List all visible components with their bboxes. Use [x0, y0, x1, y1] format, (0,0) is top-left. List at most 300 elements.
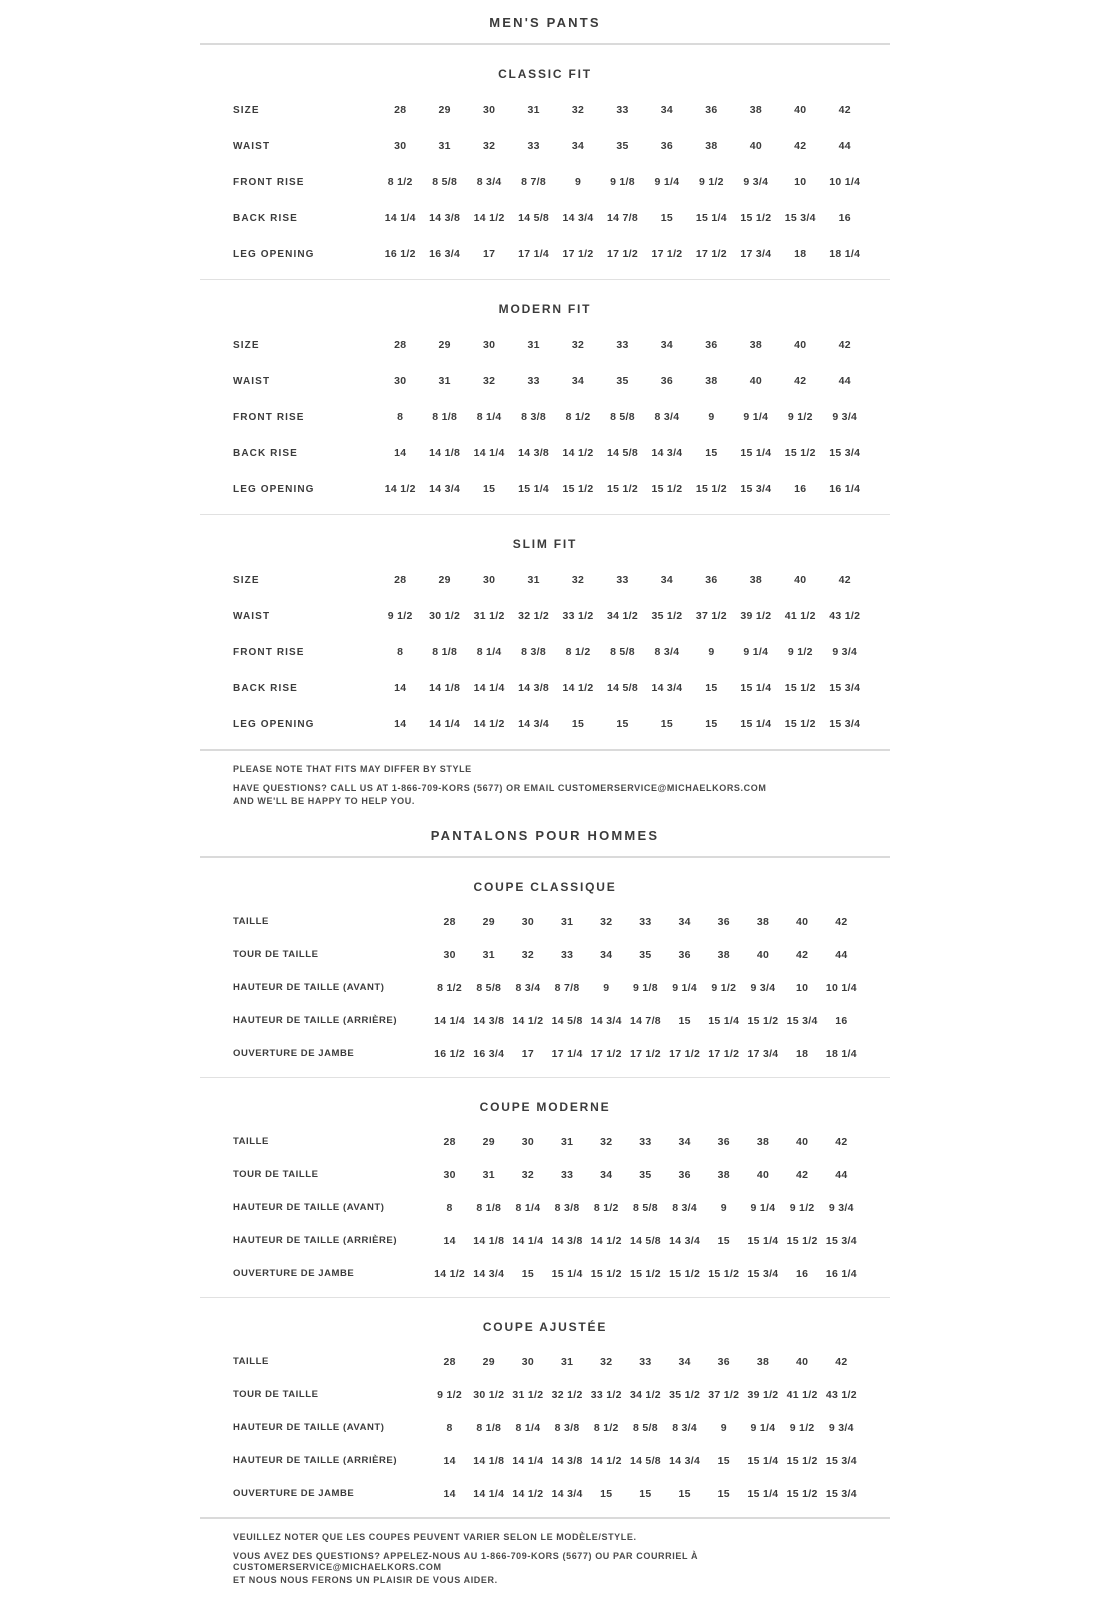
contact-note-fr-line-2: ET NOUS NOUS FERONS UN PLAISIR DE VOUS AIDER. [233, 1575, 498, 1585]
cell-value: 28 [394, 339, 407, 351]
cell-value: 17 1/4 [551, 1047, 583, 1060]
cell-value: 16 1/4 [825, 1267, 857, 1280]
cell-value: 9 1/4 [654, 176, 680, 188]
cell-value: 15 [660, 718, 674, 730]
cell-value: 8 3/4 [654, 646, 680, 658]
table-row [200, 1125, 861, 1158]
cell-value: 8 1/2 [593, 1201, 619, 1214]
fit-section [200, 1297, 890, 1517]
cell-value: 9 3/4 [832, 646, 858, 658]
table-row [200, 1158, 861, 1191]
cell-value: 17 1/2 [590, 1047, 622, 1060]
cell-value: 33 [527, 375, 540, 387]
table-row [200, 92, 867, 128]
cell-value: 33 [639, 915, 652, 928]
cell-value: 15 3/4 [825, 1487, 857, 1500]
cell-value: 18 1/4 [829, 248, 861, 260]
cell-value: 32 1/2 [518, 610, 550, 622]
cell-value: 39 1/2 [747, 1388, 779, 1401]
cell-value: 17 3/4 [740, 248, 772, 260]
cell-value: 8 1/4 [515, 1201, 541, 1214]
cell-value: 30 [482, 104, 496, 116]
cell-value: 8 3/8 [554, 1201, 580, 1214]
cell-value: 38 [717, 1168, 730, 1181]
cell-value: 41 1/2 [784, 610, 816, 622]
cell-value: 15 1/2 [590, 1267, 622, 1280]
cell-value: 30 [443, 948, 456, 961]
cell-value: 9 3/4 [828, 1201, 854, 1214]
cell-value: 28 [443, 1355, 456, 1368]
cell-value: 15 1/4 [740, 447, 772, 459]
cell-value: 9 1/4 [743, 646, 769, 658]
cell-value: 9 [708, 411, 715, 423]
cell-value: 8 1/2 [387, 176, 413, 188]
cell-value: 14 1/4 [512, 1454, 544, 1467]
cell-value: 9 1/2 [437, 1388, 463, 1401]
cell-value: 14 3/4 [651, 682, 683, 694]
cell-value: 14 3/8 [429, 212, 461, 224]
cell-value: 38 [749, 574, 762, 586]
row-label: OUVERTURE DE JAMBE [233, 1488, 355, 1499]
size-table [200, 1125, 861, 1290]
cell-value: 14 5/8 [518, 212, 550, 224]
cell-value: 32 [600, 1135, 613, 1148]
cell-value: 33 1/2 [590, 1388, 622, 1401]
cell-value: 14 5/8 [606, 447, 638, 459]
cell-value: 32 [482, 140, 496, 152]
cell-value: 8 1/2 [593, 1421, 619, 1434]
size-table [200, 562, 867, 742]
cell-value: 14 7/8 [606, 212, 638, 224]
row-label: TAILLE [233, 1136, 269, 1147]
cell-value: 40 [794, 574, 807, 586]
cell-value: 40 [749, 375, 762, 387]
cell-value: 38 [717, 948, 730, 961]
cell-value: 9 1/4 [750, 1421, 776, 1434]
cell-value: 34 [660, 104, 674, 116]
cell-value: 9 1/4 [750, 1201, 776, 1214]
cell-value: 34 [678, 1355, 691, 1368]
cell-value: 17 [521, 1047, 535, 1060]
cell-value: 36 [705, 574, 718, 586]
cell-value: 14 3/4 [562, 212, 594, 224]
row-label: FRONT RISE [233, 411, 305, 423]
cell-value: 10 1/4 [825, 981, 857, 994]
table-row [200, 562, 867, 598]
cell-value: 34 [660, 339, 674, 351]
fit-title: COUPE CLASSIQUE [473, 880, 617, 894]
cell-value: 9 3/4 [750, 981, 776, 994]
cell-value: 8 [397, 411, 404, 423]
cell-value: 10 [795, 981, 809, 994]
cell-value: 14 5/8 [551, 1014, 583, 1027]
cell-value: 8 1/8 [432, 646, 458, 658]
cell-value: 32 [571, 339, 585, 351]
table-row [200, 905, 861, 938]
size-table [200, 905, 861, 1070]
cell-value: 34 [678, 1135, 691, 1148]
row-label: SIZE [233, 104, 260, 116]
cell-value: 40 [795, 1135, 809, 1148]
cell-value: 42 [835, 1135, 848, 1148]
cell-value: 29 [438, 104, 451, 116]
cell-value: 14 1/8 [429, 682, 461, 694]
cell-value: 16 3/4 [429, 248, 461, 260]
cell-value: 10 [794, 176, 807, 188]
cell-value: 9 1/2 [789, 1421, 815, 1434]
fit-title: MODERN FIT [498, 302, 592, 316]
cell-value: 9 1/2 [789, 1201, 815, 1214]
cell-value: 14 [394, 682, 407, 694]
cell-value: 38 [749, 339, 762, 351]
cell-value: 8 3/4 [654, 411, 680, 423]
cell-value: 15 1/2 [786, 1234, 818, 1247]
cell-value: 28 [394, 104, 407, 116]
cell-value: 14 1/2 [434, 1267, 466, 1280]
table-row [200, 399, 867, 435]
cell-value: 15 1/2 [651, 483, 683, 495]
cell-value: 15 [521, 1267, 535, 1280]
cell-value: 40 [756, 948, 770, 961]
cell-value: 8 1/4 [515, 1421, 541, 1434]
cell-value: 31 [560, 915, 574, 928]
cell-value: 15 [600, 1487, 613, 1500]
table-row [200, 200, 867, 236]
cell-value: 29 [482, 1355, 495, 1368]
table-row [200, 1004, 861, 1037]
cell-value: 31 [482, 948, 495, 961]
table-row [200, 1378, 861, 1411]
cell-value: 40 [749, 140, 762, 152]
cell-value: 9 [720, 1421, 727, 1434]
cell-value: 34 [600, 1168, 613, 1181]
table-row [200, 1444, 861, 1477]
cell-value: 32 [600, 915, 613, 928]
cell-value: 30 [443, 1168, 456, 1181]
table-row [200, 971, 861, 1004]
fit-disclaimer-note-fr: VEUILLEZ NOTER QUE LES COUPES PEUVENT VARIER SELON LE MODÈLE/STYLE. [233, 1532, 637, 1542]
cell-value: 33 [639, 1135, 652, 1148]
cell-value: 15 [678, 1487, 691, 1500]
cell-value: 35 1/2 [651, 610, 683, 622]
english-notes [200, 751, 890, 813]
size-guide-page [200, 0, 890, 1618]
cell-value: 15 [705, 447, 718, 459]
cell-value: 15 [571, 718, 585, 730]
table-row [200, 670, 867, 706]
cell-value: 36 [705, 104, 718, 116]
cell-value: 15 3/4 [825, 1454, 857, 1467]
row-label: BACK RISE [233, 682, 298, 694]
cell-value: 14 1/4 [473, 682, 505, 694]
cell-value: 15 1/2 [786, 1454, 818, 1467]
cell-value: 16 [838, 212, 851, 224]
cell-value: 15 3/4 [829, 447, 861, 459]
cell-value: 34 [571, 140, 585, 152]
cell-value: 42 [838, 574, 851, 586]
cell-value: 8 3/8 [554, 1421, 580, 1434]
cell-value: 17 1/2 [669, 1047, 701, 1060]
row-label: TOUR DE TAILLE [233, 1169, 319, 1180]
cell-value: 15 3/4 [825, 1234, 857, 1247]
cell-value: 15 [616, 718, 629, 730]
cell-value: 9 3/4 [828, 1421, 854, 1434]
table-row [200, 471, 867, 507]
cell-value: 14 3/4 [518, 718, 550, 730]
cell-value: 8 5/8 [432, 176, 458, 188]
cell-value: 42 [838, 339, 851, 351]
cell-value: 14 5/8 [629, 1454, 661, 1467]
cell-value: 14 1/2 [512, 1014, 544, 1027]
cell-value: 15 3/4 [747, 1267, 779, 1280]
cell-value: 36 [705, 339, 718, 351]
cell-value: 14 3/8 [518, 447, 550, 459]
cell-value: 31 1/2 [512, 1388, 544, 1401]
row-label: SIZE [233, 339, 260, 351]
cell-value: 14 1/2 [590, 1234, 622, 1247]
cell-value: 32 [600, 1355, 613, 1368]
cell-value: 30 [482, 339, 496, 351]
size-table [200, 1345, 861, 1510]
cell-value: 9 1/4 [672, 981, 698, 994]
page-title-french: PANTALONS POUR HOMMES [430, 828, 660, 843]
cell-value: 8 1/2 [565, 646, 591, 658]
cell-value: 9 3/4 [743, 176, 769, 188]
cell-value: 30 [394, 375, 407, 387]
cell-value: 15 1/4 [740, 718, 772, 730]
table-row [200, 128, 867, 164]
cell-value: 33 [639, 1355, 652, 1368]
cell-value: 44 [838, 140, 851, 152]
cell-value: 42 [835, 1355, 848, 1368]
cell-value: 17 1/2 [562, 248, 594, 260]
french-size-tables [200, 858, 890, 1517]
cell-value: 36 [660, 140, 674, 152]
cell-value: 15 1/2 [708, 1267, 740, 1280]
cell-value: 29 [438, 339, 451, 351]
table-row [200, 598, 867, 634]
cell-value: 15 1/2 [786, 1487, 818, 1500]
cell-value: 32 1/2 [551, 1388, 583, 1401]
cell-value: 40 [795, 1355, 809, 1368]
cell-value: 8 5/8 [476, 981, 502, 994]
cell-value: 33 1/2 [562, 610, 594, 622]
cell-value: 34 1/2 [629, 1388, 661, 1401]
cell-value: 31 [438, 140, 451, 152]
row-label: HAUTEUR DE TAILLE (AVANT) [233, 1202, 385, 1213]
cell-value: 16 1/2 [384, 248, 416, 260]
cell-value: 14 [394, 718, 407, 730]
cell-value: 30 [521, 1135, 535, 1148]
row-label: WAIST [233, 610, 271, 622]
cell-value: 15 3/4 [829, 682, 861, 694]
cell-value: 9 [708, 646, 715, 658]
cell-value: 16 3/4 [473, 1047, 505, 1060]
contact-note-fr-line-1: VOUS AVEZ DES QUESTIONS? APPELEZ-NOUS AU 1-866-709-KORS (5677) OU PAR COURRIEL À CUSTOMERSERVICE@MICHAELKORS.COM [233, 1551, 699, 1572]
cell-value: 32 [521, 1168, 535, 1181]
cell-value: 36 [678, 948, 691, 961]
cell-value: 32 [571, 574, 585, 586]
cell-value: 8 1/8 [476, 1201, 502, 1214]
cell-value: 37 1/2 [695, 610, 727, 622]
cell-value: 28 [443, 1135, 456, 1148]
cell-value: 8 5/8 [633, 1421, 658, 1434]
size-table [200, 327, 867, 507]
cell-value: 8 3/4 [672, 1201, 698, 1214]
cell-value: 15 1/2 [784, 682, 816, 694]
cell-value: 14 1/2 [512, 1487, 544, 1500]
row-label: LEG OPENING [233, 718, 315, 730]
cell-value: 34 [571, 375, 585, 387]
fit-section [200, 514, 890, 749]
row-label: HAUTEUR DE TAILLE (ARRIÈRE) [233, 1455, 398, 1466]
fit-title: COUPE AJUSTÉE [482, 1320, 608, 1334]
cell-value: 40 [794, 104, 807, 116]
table-row [200, 706, 867, 742]
cell-value: 15 1/4 [740, 682, 772, 694]
cell-value: 8 5/8 [633, 1201, 658, 1214]
cell-value: 42 [795, 948, 809, 961]
cell-value: 44 [835, 948, 848, 961]
cell-value: 15 [717, 1487, 730, 1500]
cell-value: 29 [438, 574, 451, 586]
cell-value: 8 3/4 [476, 176, 502, 188]
cell-value: 14 [443, 1454, 456, 1467]
row-label: OUVERTURE DE JAMBE [233, 1048, 355, 1059]
cell-value: 14 1/4 [512, 1234, 544, 1247]
cell-value: 14 3/8 [551, 1454, 583, 1467]
cell-value: 42 [794, 140, 807, 152]
cell-value: 15 1/4 [518, 483, 550, 495]
cell-value: 14 3/8 [473, 1014, 505, 1027]
fit-title: SLIM FIT [512, 537, 578, 551]
cell-value: 17 1/2 [629, 1047, 661, 1060]
cell-value: 38 [705, 140, 718, 152]
cell-value: 8 1/4 [476, 411, 502, 423]
fit-section [200, 1077, 890, 1297]
table-row [200, 1191, 861, 1224]
cell-value: 41 1/2 [786, 1388, 818, 1401]
cell-value: 33 [527, 140, 540, 152]
cell-value: 37 1/2 [708, 1388, 740, 1401]
cell-value: 36 [717, 1135, 730, 1148]
cell-value: 8 1/2 [565, 411, 591, 423]
cell-value: 14 1/8 [473, 1454, 505, 1467]
cell-value: 8 5/8 [610, 411, 635, 423]
size-table [200, 92, 867, 272]
cell-value: 31 [560, 1355, 574, 1368]
cell-value: 14 [394, 447, 407, 459]
table-row [200, 938, 861, 971]
cell-value: 33 [616, 574, 629, 586]
cell-value: 33 [560, 1168, 574, 1181]
row-label: LEG OPENING [233, 248, 315, 260]
cell-value: 15 1/2 [695, 483, 727, 495]
cell-value: 30 [394, 140, 407, 152]
cell-value: 44 [838, 375, 851, 387]
cell-value: 14 3/8 [551, 1234, 583, 1247]
row-label: HAUTEUR DE TAILLE (AVANT) [233, 1422, 385, 1433]
cell-value: 8 7/8 [554, 981, 580, 994]
cell-value: 40 [794, 339, 807, 351]
cell-value: 40 [795, 915, 809, 928]
cell-value: 17 1/2 [651, 248, 683, 260]
cell-value: 35 [616, 375, 629, 387]
cell-value: 42 [794, 375, 807, 387]
cell-value: 30 1/2 [429, 610, 461, 622]
cell-value: 28 [443, 915, 456, 928]
cell-value: 15 [678, 1014, 691, 1027]
cell-value: 15 [717, 1234, 730, 1247]
cell-value: 10 1/4 [829, 176, 861, 188]
cell-value: 8 1/4 [476, 646, 502, 658]
cell-value: 9 1/2 [787, 646, 813, 658]
cell-value: 14 1/2 [562, 682, 594, 694]
cell-value: 18 1/4 [825, 1047, 857, 1060]
cell-value: 14 1/2 [473, 212, 505, 224]
cell-value: 16 1/4 [829, 483, 861, 495]
cell-value: 28 [394, 574, 407, 586]
row-label: WAIST [233, 140, 271, 152]
cell-value: 34 [600, 948, 613, 961]
cell-value: 8 3/8 [521, 646, 547, 658]
cell-value: 30 1/2 [473, 1388, 505, 1401]
cell-value: 44 [835, 1168, 848, 1181]
row-label: BACK RISE [233, 447, 298, 459]
cell-value: 16 [835, 1014, 848, 1027]
cell-value: 9 1/8 [610, 176, 635, 188]
fit-disclaimer-note: PLEASE NOTE THAT FITS MAY DIFFER BY STYLE [233, 764, 472, 774]
cell-value: 35 [639, 948, 652, 961]
row-label: TAILLE [233, 1356, 269, 1367]
table-row [200, 435, 867, 471]
table-row [200, 1477, 861, 1510]
cell-value: 15 [660, 212, 674, 224]
cell-value: 42 [795, 1168, 809, 1181]
cell-value: 38 [756, 1355, 770, 1368]
cell-value: 14 3/8 [518, 682, 550, 694]
cell-value: 31 [482, 1168, 495, 1181]
cell-value: 14 1/4 [473, 447, 505, 459]
cell-value: 14 1/2 [562, 447, 594, 459]
cell-value: 31 [560, 1135, 574, 1148]
cell-value: 8 1/2 [437, 981, 463, 994]
cell-value: 14 1/4 [429, 718, 461, 730]
table-row [200, 164, 867, 200]
cell-value: 31 [527, 104, 540, 116]
cell-value: 38 [749, 104, 762, 116]
contact-note-line-1: HAVE QUESTIONS? CALL US AT 1-866-709-KORS (5677) OR EMAIL CUSTOMERSERVICE@MICHAELKORS.COM [233, 783, 767, 793]
cell-value: 14 3/4 [551, 1487, 583, 1500]
cell-value: 17 1/2 [708, 1047, 740, 1060]
cell-value: 8 3/8 [521, 411, 547, 423]
table-row [200, 1345, 861, 1378]
cell-value: 33 [616, 104, 629, 116]
cell-value: 14 1/4 [384, 212, 416, 224]
row-label: HAUTEUR DE TAILLE (AVANT) [233, 982, 385, 993]
cell-value: 16 [795, 1267, 809, 1280]
cell-value: 17 1/2 [606, 248, 638, 260]
cell-value: 31 [438, 375, 451, 387]
table-row [200, 1411, 861, 1444]
row-label: TAILLE [233, 916, 269, 927]
french-notes [200, 1519, 890, 1618]
cell-value: 9 3/4 [832, 411, 858, 423]
cell-value: 43 1/2 [825, 1388, 857, 1401]
cell-value: 15 1/2 [740, 212, 772, 224]
row-label: OUVERTURE DE JAMBE [233, 1268, 355, 1279]
fit-section [200, 279, 890, 514]
